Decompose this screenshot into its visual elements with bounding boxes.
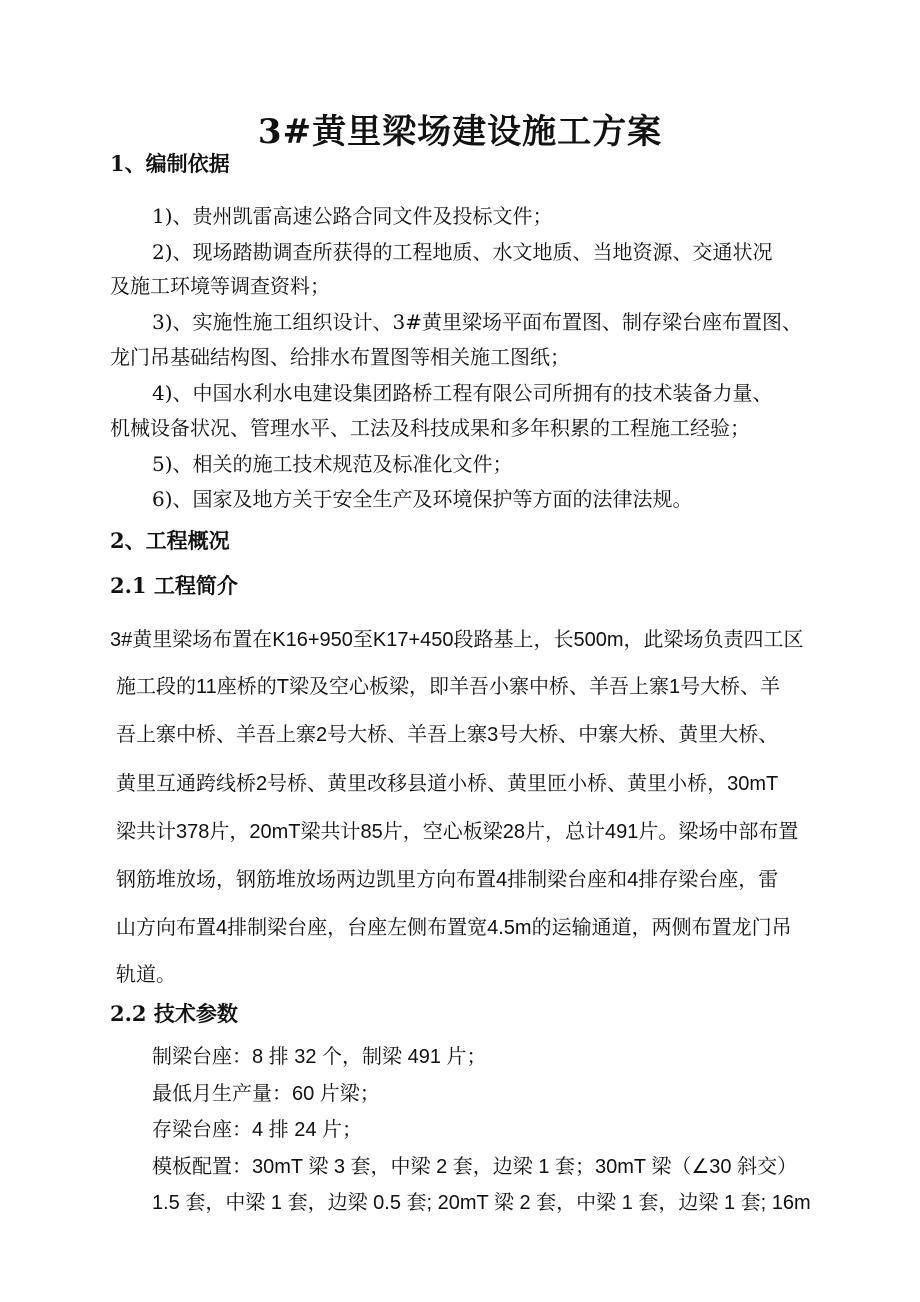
subsection-2-2-heading: 2.2 技术参数 [110,1001,238,1026]
subsection-2-1-heading: 2.1 工程简介 [110,573,238,598]
section-1-line-9: 6)、国家及地方关于安全生产及环境保护等方面的法律法规。 [152,487,693,511]
overview-line-4: 黄里互通跨线桥2号桥、黄里改移县道小桥、黄里匝小桥、黄里小桥，30mT [116,773,779,795]
section-2-heading: 2、工程概况 [110,528,230,553]
overview-line-5: 梁共计378片，20mT梁共计85片，空心板梁28片，总计491片。梁场中部布置 [116,821,799,843]
section-1-line-6: 4)、中国水利水电建设集团路桥工程有限公司所拥有的技术装备力量、 [152,381,773,405]
overview-line-1: 3#黄里梁场布置在K16+950至K17+450段路基上，长500m，此梁场负责四工区 [110,629,804,651]
overview-line-3: 吾上寨中桥、羊吾上寨2号大桥、羊吾上寨3号大桥、中寨大桥、黄里大桥、 [116,724,779,746]
section-1-heading: 1、编制依据 [110,151,230,176]
overview-line-2: 施工段的11座桥的T梁及空心板梁，即羊吾小寨中桥、羊吾上寨1号大桥、羊 [116,676,781,698]
overview-line-7: 山方向布置4排制梁台座，台座左侧布置宽4.5m的运输通道，两侧布置龙门吊 [116,917,792,939]
parameter-line-5: 1.5 套，中梁 1 套，边梁 0.5 套; 20mT 梁 2 套，中梁 1 套，边梁 1 套; 16m [152,1192,811,1214]
page-title: 3#黄里梁场建设施工方案 [257,112,663,152]
parameter-line-1: 制梁台座：8 排 32 个，制梁 491 片； [152,1046,487,1068]
parameter-line-3: 存梁台座：4 排 24 片； [152,1119,363,1141]
section-1-line-7: 机械设备状况、管理水平、工法及科技成果和多年积累的工程施工经验； [110,416,750,440]
overview-line-8: 轨道。 [116,964,176,986]
section-1-line-5: 龙门吊基础结构图、给排水布置图等相关施工图纸； [110,345,570,369]
section-1-line-3: 及施工环境等调查资料； [110,274,330,298]
parameter-line-2: 最低月生产量：60 片梁； [152,1083,380,1105]
section-1-line-2: 2)、现场踏勘调查所获得的工程地质、水文地质、当地资源、交通状况 [152,240,773,264]
section-1-line-4: 3)、实施性施工组织设计、3#黄里梁场平面布置图、制存梁台座布置图、 [152,310,803,334]
overview-line-6: 钢筋堆放场，钢筋堆放场两边凯里方向布置4排制梁台座和4排存梁台座，雷 [116,869,779,891]
parameter-line-4: 模板配置：30mT 梁 3 套，中梁 2 套，边梁 1 套；30mT 梁（∠30 斜交） [152,1156,798,1178]
section-1-line-1: 1)、贵州凯雷高速公路合同文件及投标文件； [152,204,553,228]
section-1-line-8: 5)、相关的施工技术规范及标准化文件； [152,452,513,476]
